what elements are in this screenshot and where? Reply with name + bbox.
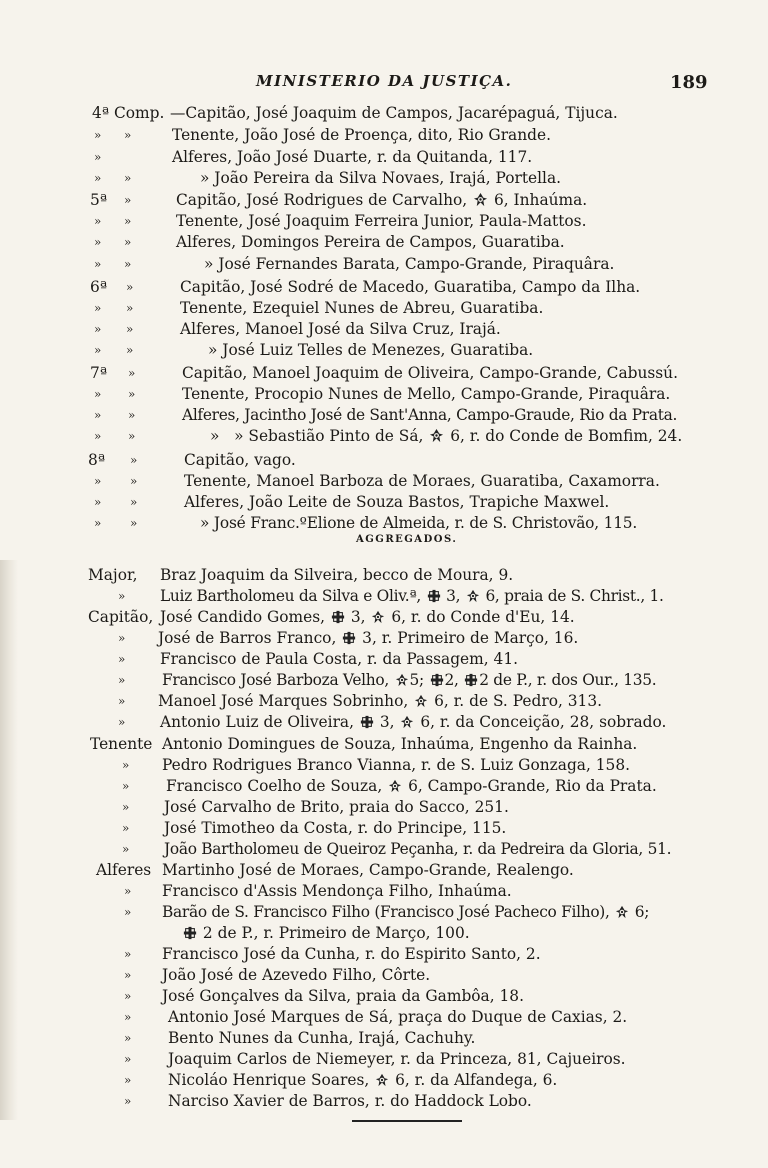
company-4-line-2 bbox=[0, 126, 768, 145]
ditto-mark: » bbox=[118, 694, 126, 708]
ditto-mark: » bbox=[94, 387, 102, 401]
ditto-mark: » bbox=[130, 474, 138, 488]
ditto-mark: » bbox=[130, 516, 138, 530]
ditto-mark: » bbox=[124, 1010, 132, 1024]
alferes-line-9 bbox=[0, 1050, 768, 1069]
ditto-mark: » bbox=[124, 947, 132, 961]
company-7-line-3 bbox=[0, 406, 768, 425]
entry-text: » João Pereira da Silva Novaes, Irajá, Portella. bbox=[200, 169, 562, 187]
entry-text: Nicoláo Henrique Soares, 6, r. da Alfandega, 6. bbox=[168, 1071, 558, 1089]
entry-text: Francisco de Paula Costa, r. da Passagem, 41. bbox=[160, 650, 519, 668]
ditto-mark: » bbox=[124, 884, 132, 898]
company-5-line-1 bbox=[0, 191, 768, 210]
ditto-mark: » bbox=[122, 800, 130, 814]
tenente-line-1 bbox=[0, 735, 768, 754]
christ-cross-icon bbox=[331, 610, 345, 624]
rank-label: Alferes bbox=[96, 861, 152, 879]
entry-text: Martinho José de Moraes, Campo-Grande, Realengo. bbox=[162, 861, 574, 879]
company-4-line-3 bbox=[0, 148, 768, 167]
rose-order-icon bbox=[400, 715, 414, 729]
ditto-mark: » bbox=[126, 301, 134, 315]
entry-text: Tenente, Manoel Barboza de Moraes, Guaratiba, Caxamorra. bbox=[184, 472, 660, 490]
tenente-line-3 bbox=[0, 777, 768, 796]
ditto-mark: » bbox=[126, 322, 134, 336]
rose-order-icon bbox=[473, 192, 488, 207]
tenente-line-4 bbox=[0, 798, 768, 817]
entry-text: Barão de S. Francisco Filho (Francisco José Pacheco Filho), 6; bbox=[162, 903, 650, 921]
page-number: 189 bbox=[670, 72, 708, 93]
ditto-mark: » bbox=[124, 989, 132, 1003]
alferes-line-2 bbox=[0, 882, 768, 901]
tenente-line-5 bbox=[0, 819, 768, 838]
ditto-mark: » bbox=[124, 193, 132, 207]
entry-text: Alferes, Jacintho José de Sant'Anna, Campo-Graude, Rio da Prata. bbox=[182, 406, 678, 424]
entry-text: Francisco Coelho de Souza, 6, Campo-Grande, Rio da Prata. bbox=[166, 777, 657, 795]
entry-text: Antonio José Marques de Sá, praça do Duque de Caxias, 2. bbox=[168, 1008, 628, 1026]
ditto-mark: » bbox=[94, 301, 102, 315]
section-heading-aggregados: AGGREGADOS. bbox=[356, 534, 458, 545]
ditto-mark: » bbox=[128, 408, 136, 422]
company-6-line-4 bbox=[0, 341, 768, 360]
ditto-mark: » bbox=[124, 1094, 132, 1108]
entry-text: Tenente, Ezequiel Nunes de Abreu, Guaratiba. bbox=[180, 299, 544, 317]
company-5-line-2 bbox=[0, 212, 768, 231]
entry-text: José Timotheo da Costa, r. do Principe, 115. bbox=[164, 819, 507, 837]
rank-label: Tenente bbox=[90, 735, 153, 753]
ditto-mark: » bbox=[94, 474, 102, 488]
company-6-line-2 bbox=[0, 299, 768, 318]
alferes-line-3-cont bbox=[0, 924, 768, 943]
ditto-mark: » bbox=[94, 128, 102, 142]
ditto-mark: » bbox=[94, 171, 102, 185]
alferes-line-5 bbox=[0, 966, 768, 985]
company-4-line-1 bbox=[0, 104, 768, 123]
christ-cross-icon bbox=[183, 926, 197, 940]
entry-text: José Candido Gomes, 3, 6, r. do Conde d'Eu, 14. bbox=[160, 608, 575, 626]
entry-text: Alferes, João Leite de Souza Bastos, Trapiche Maxwel. bbox=[184, 493, 610, 511]
rose-order-icon bbox=[414, 694, 428, 708]
running-title: MINISTERIO DA JUSTIÇA. bbox=[256, 72, 513, 90]
entry-text: Braz Joaquim da Silveira, becco de Moura, 9. bbox=[160, 566, 514, 584]
ditto-mark: » bbox=[94, 150, 102, 164]
ditto-mark: » bbox=[128, 429, 136, 443]
company-label: 5ª bbox=[90, 191, 108, 209]
christ-cross-icon bbox=[464, 673, 478, 687]
christ-cross-icon bbox=[430, 673, 444, 687]
ditto-mark: » bbox=[124, 1031, 132, 1045]
entry-text: Capitão, José Rodrigues de Carvalho, 6, Inhaúma. bbox=[176, 191, 588, 209]
alferes-line-4 bbox=[0, 945, 768, 964]
ditto-mark: » bbox=[124, 905, 132, 919]
company-label: 6ª bbox=[90, 278, 108, 296]
ditto-mark: » bbox=[122, 758, 130, 772]
ditto-mark: » bbox=[124, 235, 132, 249]
rank-label: Capitão, bbox=[88, 608, 154, 626]
ditto-mark: » bbox=[94, 495, 102, 509]
entry-text: » José Fernandes Barata, Campo-Grande, Piraquâra. bbox=[204, 255, 615, 273]
ditto-mark: » bbox=[122, 842, 130, 856]
ditto-mark: » bbox=[130, 453, 138, 467]
company-4-line-4 bbox=[0, 169, 768, 188]
entry-text: Manoel José Marques Sobrinho, 6, r. de S. Pedro, 313. bbox=[158, 692, 603, 710]
entry-text: João José de Azevedo Filho, Côrte. bbox=[162, 966, 431, 984]
ditto-mark: » bbox=[124, 214, 132, 228]
ditto-mark: » bbox=[124, 1052, 132, 1066]
entry-text: José Carvalho de Brito, praia do Sacco, 251. bbox=[164, 798, 509, 816]
christ-cross-icon bbox=[342, 631, 356, 645]
ditto-mark: » bbox=[118, 652, 126, 666]
ditto-mark: » bbox=[94, 408, 102, 422]
entry-text: Narciso Xavier de Barros, r. do Haddock Lobo. bbox=[168, 1092, 532, 1110]
alferes-line-7 bbox=[0, 1008, 768, 1027]
entry-text: Capitão, vago. bbox=[184, 451, 296, 469]
entry-text: Joaquim Carlos de Niemeyer, r. da Princeza, 81, Cajueiros. bbox=[168, 1050, 626, 1068]
ditto-mark: » bbox=[118, 715, 126, 729]
capitao-line-1 bbox=[0, 608, 768, 627]
ditto-mark: » bbox=[124, 171, 132, 185]
ditto-mark: » bbox=[94, 214, 102, 228]
capitao-line-4 bbox=[0, 671, 768, 690]
ditto-mark: » bbox=[118, 673, 126, 687]
rose-order-icon bbox=[429, 428, 444, 443]
capitao-line-5 bbox=[0, 692, 768, 711]
ditto-mark: » bbox=[122, 821, 130, 835]
tenente-line-6 bbox=[0, 840, 768, 859]
entry-text: Tenente, José Joaquim Ferreira Junior, Paula-Mattos. bbox=[176, 212, 587, 230]
entry-text: Tenente, Procopio Nunes de Mello, Campo-Grande, Piraquâra. bbox=[182, 385, 671, 403]
entry-text: Francisco José Barboza Velho, 5; 2, 2 de P., r. dos Our., 135. bbox=[162, 671, 657, 689]
tenente-line-2 bbox=[0, 756, 768, 775]
entry-text: Antonio Domingues de Souza, Inhaúma, Engenho da Rainha. bbox=[162, 735, 638, 753]
company-5-line-3 bbox=[0, 233, 768, 252]
entry-text: José Gonçalves da Silva, praia da Gambôa, 18. bbox=[162, 987, 524, 1005]
christ-cross-icon bbox=[427, 589, 441, 603]
entry-text: Francisco José da Cunha, r. do Espirito Santo, 2. bbox=[162, 945, 541, 963]
ditto-mark: » bbox=[94, 235, 102, 249]
rose-order-icon bbox=[615, 905, 629, 919]
entry-text: Francisco d'Assis Mendonça Filho, Inhaúma. bbox=[162, 882, 512, 900]
christ-cross-icon bbox=[360, 715, 374, 729]
ditto-mark: » bbox=[130, 495, 138, 509]
ditto-mark: » bbox=[126, 280, 134, 294]
ditto-mark: » bbox=[126, 343, 134, 357]
ditto-mark: » bbox=[124, 1073, 132, 1087]
entry-text: » José Franc.ºElione de Almeida, r. de S. Christovão, 115. bbox=[200, 514, 638, 532]
entry-text: Alferes, João José Duarte, r. da Quitanda, 117. bbox=[172, 148, 533, 166]
company-label: 4ª Comp. bbox=[92, 104, 165, 122]
alferes-line-10 bbox=[0, 1071, 768, 1090]
alferes-line-8 bbox=[0, 1029, 768, 1048]
entry-text: » » Sebastião Pinto de Sá, 6, r. do Conde de Bomfim, 24. bbox=[210, 427, 683, 445]
major-line-1 bbox=[0, 566, 768, 585]
ditto-mark: » bbox=[118, 589, 126, 603]
company-8-line-4 bbox=[0, 514, 768, 533]
alferes-line-6 bbox=[0, 987, 768, 1006]
company-6-line-3 bbox=[0, 320, 768, 339]
ditto-mark: » bbox=[94, 429, 102, 443]
rank-label: Major, bbox=[88, 566, 138, 584]
company-7-line-4 bbox=[0, 427, 768, 446]
closing-rule bbox=[352, 1120, 462, 1122]
entry-text: » José Luiz Telles de Menezes, Guaratiba. bbox=[208, 341, 534, 359]
capitao-line-6 bbox=[0, 713, 768, 732]
company-8-line-3 bbox=[0, 493, 768, 512]
rose-order-icon bbox=[466, 589, 480, 603]
ditto-mark: » bbox=[124, 257, 132, 271]
alferes-line-11 bbox=[0, 1092, 768, 1111]
ditto-mark: » bbox=[94, 516, 102, 530]
company-8-line-2 bbox=[0, 472, 768, 491]
entry-text: João Bartholomeu de Queiroz Peçanha, r. da Pedreira da Gloria, 51. bbox=[164, 840, 672, 858]
entry-text: 2 de P., r. Primeiro de Março, 100. bbox=[182, 924, 470, 943]
company-label: 7ª bbox=[90, 364, 108, 382]
ditto-mark: » bbox=[122, 779, 130, 793]
entry-text: Luiz Bartholomeu da Silva e Oliv.ª, 3, 6, praia de S. Christ., 1. bbox=[160, 587, 664, 605]
company-7-line-2 bbox=[0, 385, 768, 404]
ditto-mark: » bbox=[128, 366, 136, 380]
company-6-line-1 bbox=[0, 278, 768, 297]
entry-text: Antonio Luiz de Oliveira, 3, 6, r. da Conceição, 28, sobrado. bbox=[160, 713, 667, 731]
company-label: 8ª bbox=[88, 451, 106, 469]
capitao-line-2 bbox=[0, 629, 768, 648]
ditto-mark: » bbox=[94, 257, 102, 271]
alferes-line-1 bbox=[0, 861, 768, 880]
ditto-mark: » bbox=[94, 322, 102, 336]
company-7-line-1 bbox=[0, 364, 768, 383]
entry-text: Tenente, João José de Proença, dito, Rio Grande. bbox=[172, 126, 551, 144]
company-5-line-4 bbox=[0, 255, 768, 274]
ditto-mark: » bbox=[118, 631, 126, 645]
alferes-line-3 bbox=[0, 903, 768, 922]
ditto-mark: » bbox=[94, 343, 102, 357]
ditto-mark: » bbox=[124, 128, 132, 142]
rose-order-icon bbox=[375, 1073, 389, 1087]
ditto-mark: » bbox=[124, 968, 132, 982]
entry-text: Alferes, Manoel José da Silva Cruz, Irajá. bbox=[180, 320, 501, 338]
entry-text: Capitão, José Sodré de Macedo, Guaratiba, Campo da Ilha. bbox=[180, 278, 641, 296]
entry-text: Capitão, Manoel Joaquim de Oliveira, Campo-Grande, Cabussú. bbox=[182, 364, 678, 382]
ditto-mark: » bbox=[128, 387, 136, 401]
rose-order-icon bbox=[388, 779, 402, 793]
major-line-2 bbox=[0, 587, 768, 606]
company-8-line-1 bbox=[0, 451, 768, 470]
rose-order-icon bbox=[395, 673, 409, 687]
entry-text: —Capitão, José Joaquim de Campos, Jacarépaguá, Tijuca. bbox=[170, 104, 618, 122]
rose-order-icon bbox=[371, 610, 385, 624]
entry-text: Bento Nunes da Cunha, Irajá, Cachuhy. bbox=[168, 1029, 476, 1047]
entry-text: Pedro Rodrigues Branco Vianna, r. de S. Luiz Gonzaga, 158. bbox=[162, 756, 631, 774]
capitao-line-3 bbox=[0, 650, 768, 669]
entry-text: José de Barros Franco, 3, r. Primeiro de Março, 16. bbox=[158, 629, 579, 647]
entry-text: Alferes, Domingos Pereira de Campos, Guaratiba. bbox=[176, 233, 565, 251]
